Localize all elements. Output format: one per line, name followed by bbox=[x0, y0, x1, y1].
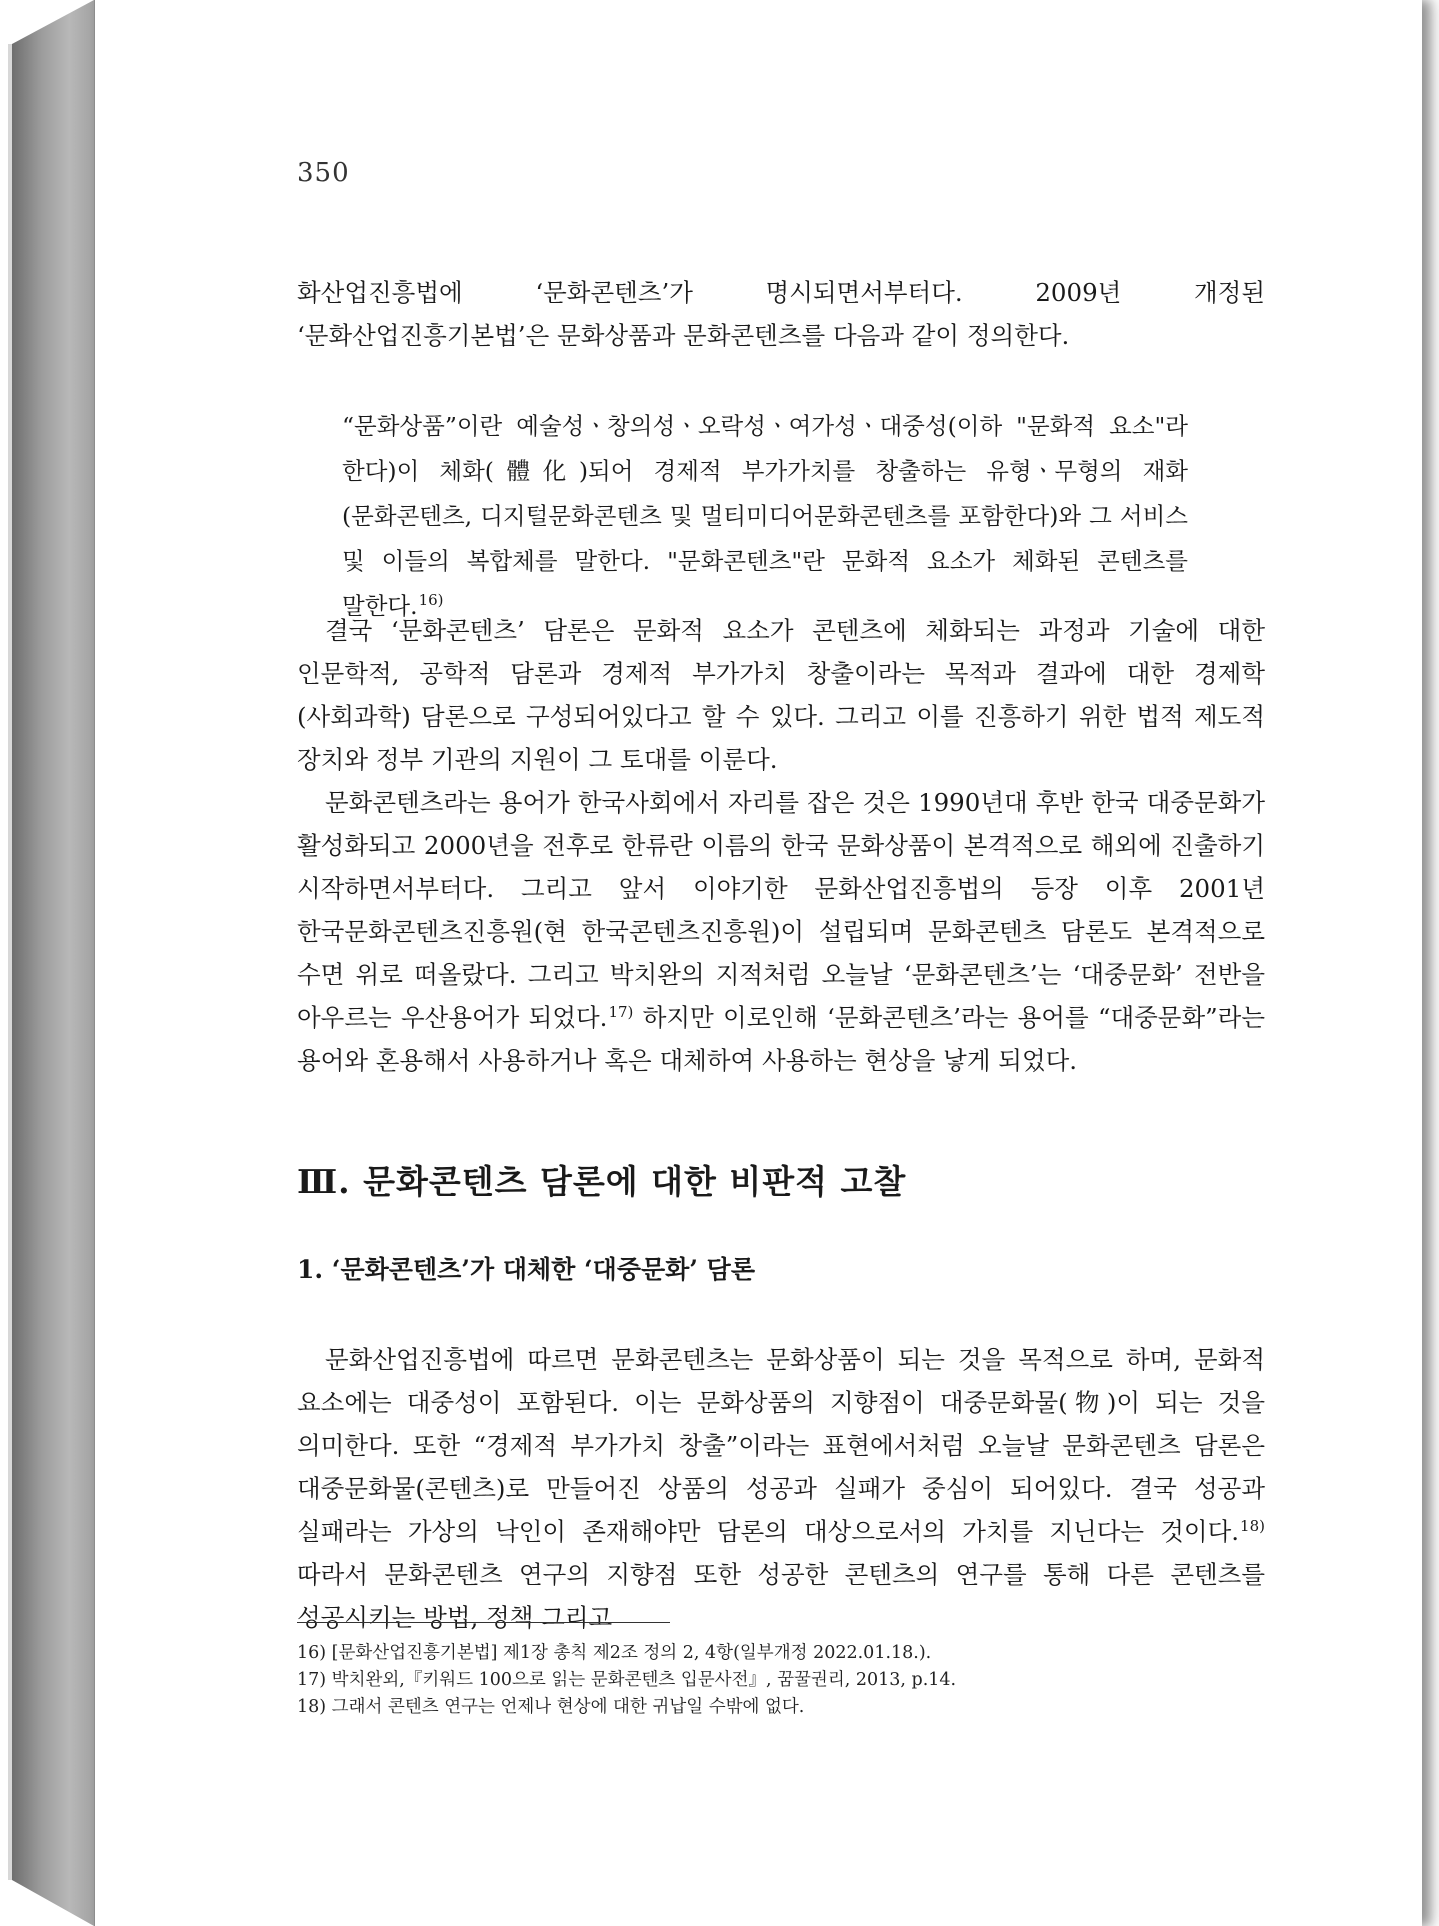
intro-paragraph: 화산업진흥법에 ‘문화콘텐츠’가 명시되면서부터다. 2009년 개정된 ‘문화산업진흥기본법’은 문화상품과 문화콘텐츠를 다음과 같이 정의한다. bbox=[297, 278, 1265, 350]
paragraph-3-text-b: 하지만 이로인해 ‘문화콘텐츠’라는 용어를 “대중문화”라는 용어와 혼용해서 사용하거나 혹은 대체하여 사용하는 현상을 낳게 되었다. bbox=[297, 1003, 1265, 1075]
quote-paragraph bbox=[342, 404, 1188, 629]
quote-text: “문화상품”이란 예술성ㆍ창의성ㆍ오락성ㆍ여가성ㆍ대중성(이하 "문화적 요소"라 한다)이 체화(體化)되어 경제적 부가가치를 창출하는 유형ㆍ무형의 재화(문화콘텐츠, 디지털문화콘텐츠 및 멀티미디어문화콘텐츠를 포함한다)와 그 서비스 및 이들의 복합체를 말한다. "문화콘텐츠"란 문화적 요소가 체화된 콘텐츠를 말한다. bbox=[342, 412, 1188, 620]
section-heading: Ⅲ. 문화콘텐츠 담론에 대한 비판적 고찰 bbox=[297, 1162, 907, 1201]
body-block-2 bbox=[297, 1338, 1265, 1639]
intro-block bbox=[297, 271, 1265, 357]
footnote-18: 18) 그래서 콘텐츠 연구는 언제나 현상에 대한 귀납일 수밖에 없다. bbox=[297, 1697, 805, 1717]
body-paragraph-3 bbox=[297, 781, 1265, 1082]
footnote-ref-16: 16) bbox=[418, 591, 444, 609]
footnotes bbox=[297, 1640, 1265, 1721]
paragraph-3-text-a: 문화콘텐츠라는 용어가 한국사회에서 자리를 잡은 것은 1990년대 후반 한국 대중문화가 활성화되고 2000년을 전후로 한류란 이름의 한국 문화상품이 본격적으로 해외에 진출하기 시작하면서부터다. 그리고 앞서 이야기한 문화산업진흥법의 등장 이후 2001년 한국문화콘텐츠진흥원(현 한국콘텐츠진흥원)이 설립되며 문화콘텐츠 담론도 본격적으로 수면 위로 떠올랐다. 그리고 박치완의 지적처럼 오늘날 ‘문화콘텐츠’는 ‘대중문화’ 전반을 아우르는 우산용어가 되었다. bbox=[297, 788, 1265, 1032]
footnote-17: 17) 박치완외,『키워드 100으로 읽는 문화콘텐츠 입문사전』, 꿈꿀권리, 2013, p.14. bbox=[297, 1670, 957, 1690]
footnote-ref-17: 17) bbox=[608, 1003, 634, 1021]
book-spine bbox=[12, 0, 94, 1926]
footnote-ref-18: 18) bbox=[1240, 1517, 1265, 1535]
body-paragraph-4 bbox=[297, 1338, 1265, 1639]
footnote-16: 16) [문화산업진흥기본법] 제1장 총칙 제2조 정의 2, 4항(일부개정 2022.01.18.). bbox=[297, 1643, 932, 1663]
body-paragraph-2: 결국 ‘문화콘텐츠’ 담론은 문화적 요소가 콘텐츠에 체화되는 과정과 기술에 대한 인문학적, 공학적 담론과 경제적 부가가치 창출이라는 목적과 결과에 대한 경제학(사회과학) 담론으로 구성되어있다고 할 수 있다. 그리고 이를 진흥하기 위한 법적 제도적 장치와 정부 기관의 지원이 그 토대를 이룬다. bbox=[297, 616, 1265, 774]
body-block-1 bbox=[297, 609, 1265, 1082]
paragraph-4-text-b: 따라서 문화콘텐츠 연구의 지향점 또한 성공한 콘텐츠의 연구를 통해 다른 콘텐츠를 성공시키는 방법, 정책 그리고 bbox=[297, 1560, 1265, 1632]
subsection-heading: 1. ‘문화콘텐츠’가 대체한 ‘대중문화’ 담론 bbox=[297, 1255, 755, 1284]
page-number: 350 bbox=[297, 158, 350, 188]
book-spine-edge bbox=[8, 44, 12, 1880]
footnote-divider bbox=[297, 1622, 670, 1623]
definition-quote bbox=[342, 404, 1188, 629]
paragraph-4-text-a: 문화산업진흥법에 따르면 문화콘텐츠는 문화상품이 되는 것을 목적으로 하며, 문화적 요소에는 대중성이 포함된다. 이는 문화상품의 지향점이 대중문화물(物)이 되는 것을 의미한다. 또한 “경제적 부가가치 창출”이라는 표현에서처럼 오늘날 문화콘텐츠 담론은 대중문화물(콘텐츠)로 만들어진 상품의 성공과 실패가 중심이 되어있다. 결국 성공과 실패라는 가상의 낙인이 존재해야만 담론의 대상으로서의 가치를 지닌다는 것이다. bbox=[297, 1345, 1265, 1546]
